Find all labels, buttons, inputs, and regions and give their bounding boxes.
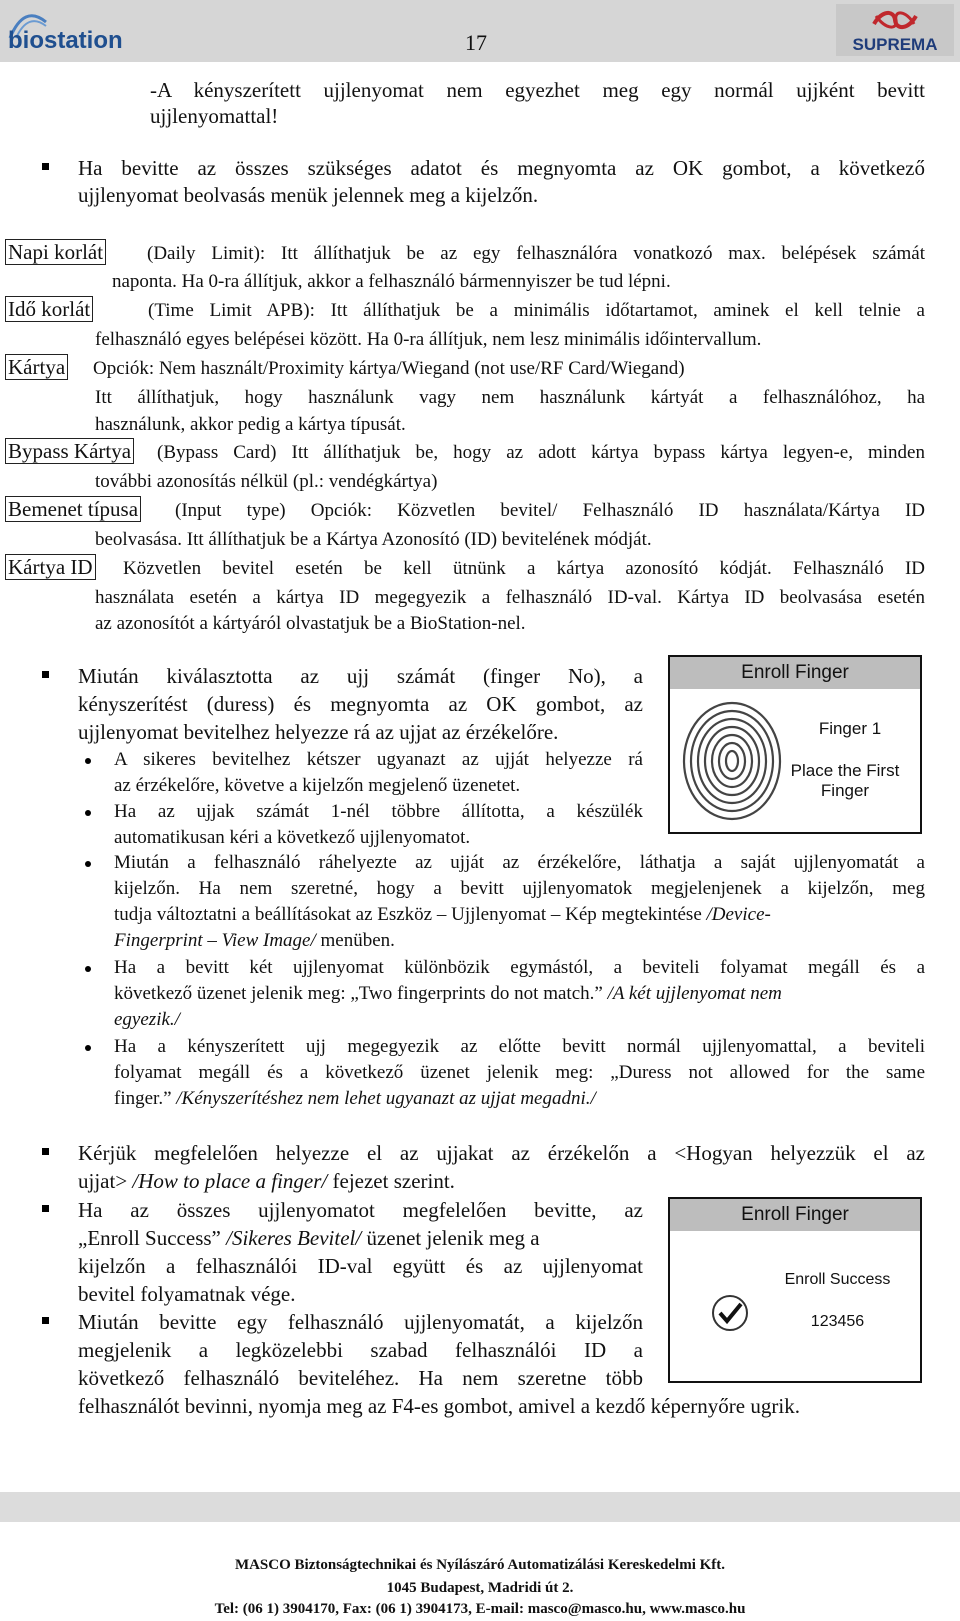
final-b1-line1: Kérjük megfelelően helyezze el az ujjakat az érzékelőn a <Hogyan helyezzük el az — [78, 1141, 925, 1165]
sub4-line1: Ha a bevitt két ujjlenyomat különbözik egymástól, a beviteli folyamat megáll és a — [114, 957, 925, 978]
sub5-line3: finger.” /Kényszerítéshez nem lehet ugyanazt az ujjat megadni./ — [114, 1088, 596, 1109]
daily-limit-line2: naponta. Ha 0-ra állítjuk, akkor a felhasználó bármennyiszer be tud lépni. — [112, 271, 671, 292]
term-input-type: Bemenet típusa — [5, 497, 141, 523]
sub1-line1: A sikeres bevitelhez kétszer ugyanazt az ujját helyezze rá — [114, 749, 643, 770]
bullet-dot-icon — [85, 861, 91, 867]
sub3-line4: Fingerprint – View Image/ menüben. — [114, 930, 395, 951]
footer-address: 1045 Budapest, Madridi út 2. — [386, 1580, 574, 1596]
bullet-square-icon — [42, 1148, 49, 1155]
bypass-card-line1: (Bypass Card) Itt állíthatjuk be, hogy az adott kártya bypass kártya legyen-e, minden — [157, 442, 925, 463]
footer-band — [0, 1492, 960, 1522]
enroll-bullet-line1: Miután kiválasztotta az ujj számát (finger No), a — [78, 664, 643, 688]
bullet-square-icon — [42, 1317, 49, 1324]
bullet-ok-line2: ujjlenyomat beolvasás menük jelennek meg a kijelzőn. — [78, 183, 539, 207]
bullet-dot-icon — [85, 758, 91, 764]
sub2-line2: automatikusan kéri a következő ujjlenyomatot. — [114, 827, 471, 848]
finger-number: Finger 1 — [818, 719, 882, 738]
input-type-line2: beolvasása. Itt állíthatjuk be a Kártya Azonosító (ID) bevitelének módját. — [95, 529, 652, 550]
footer-contact: Tel: (06 1) 3904170, Fax: (06 1) 3904173, E-mail: masco@masco.hu, www.masco.hu — [214, 1601, 746, 1617]
final-b2-line2: „Enroll Success” /Sikeres Bevitel/ üzenet jelenik meg a — [78, 1226, 540, 1250]
card-id-line3: az azonosítót a kártyáról olvastatjuk be a BioStation-nel. — [95, 613, 526, 634]
sub3-line3: tudja változtatni a beállításokat az Eszköz – Ujjlenyomat – Kép megtekintése /Device- — [114, 904, 771, 925]
duress-note-line2: ujjlenyomattal! — [150, 104, 279, 128]
checkmark-icon — [710, 1293, 750, 1338]
sub4-line3: egyezik./ — [114, 1009, 180, 1030]
final-b2-line1: Ha az összes ujjlenyomatot megfelelően bevitte, az — [78, 1198, 643, 1222]
sub5-line1: Ha a kényszerített ujj megegyezik az előtte bevitt normál ujjlenyomattal, a beviteli — [114, 1036, 925, 1057]
duress-note-line1: -A kényszerített ujjlenyomat nem egyezhet meg egy normál ujjként bevitt — [150, 78, 925, 102]
final-b2-line4: bevitel folyamatnak vége. — [78, 1282, 296, 1306]
term-bypass-card: Bypass Kártya — [5, 439, 134, 465]
enroll-bullet-line2: kényszerítést (duress) és megnyomta az OK gombot, az — [78, 692, 643, 716]
sub3-line1: Miután a felhasználó ráhelyezte az ujját az érzékelőre, láthatja a saját ujjlenyomatát a — [114, 852, 925, 873]
page-number: 17 — [465, 30, 487, 55]
bullet-ok-line1: Ha bevitte az összes szükséges adatot és megnyomta az OK gombot, a következő — [78, 156, 925, 180]
term-card-id: Kártya ID — [5, 555, 96, 581]
card-id-line2: használata esetén a kártya ID megegyezik a felhasználó ID-val. Kártya ID beolvasása esetén — [95, 587, 925, 608]
final-b1-line2: ujjat> /How to place a finger/ fejezet szerint. — [78, 1169, 455, 1193]
card-id-line1: Közvetlen bevitel esetén be kell ütnünk a kártya azonosító kódját. Felhasználó ID — [123, 558, 925, 579]
input-type-line1: (Input type) Opciók: Közvetlen bevitel/ Felhasználó ID használata/Kártya ID — [175, 500, 925, 521]
daily-limit-line1: (Daily Limit): Itt állíthatjuk be az egy felhasználóra vonatkozó max. belépések számát — [147, 243, 925, 264]
screen-title: Enroll Finger — [670, 657, 920, 689]
screen-title: Enroll Finger — [670, 1199, 920, 1231]
final-b3-line4: felhasználót bevinni, nyomja meg az F4-es gombot, amivel a kezdő képernyőre ugrik. — [78, 1394, 800, 1418]
svg-text:biostation: biostation — [8, 27, 123, 54]
bypass-card-line2: további azonosítás nélkül (pl.: vendégkártya) — [95, 471, 438, 492]
enroll-finger-screen — [668, 655, 922, 834]
term-time-limit: Idő korlát — [5, 297, 93, 323]
term-daily-limit: Napi korlát — [5, 240, 106, 266]
svg-text:SUPREMA: SUPREMA — [852, 35, 938, 54]
time-limit-line1: (Time Limit APB): Itt állíthatjuk be a minimális időtartamot, aminek el kell telnie a — [148, 300, 925, 321]
enroll-success-msg: Enroll Success — [784, 1271, 891, 1288]
user-id: 123456 — [810, 1313, 865, 1330]
sub1-line2: az érzékelőre, követve a kijelzőn megjelenő üzenetet. — [114, 775, 521, 796]
bullet-square-icon — [42, 1205, 49, 1212]
sub3-line2: kijelzőn. Ha nem szeretné, hogy a bevitt ujjlenyomatok megjelenjenek a kijelzőn, meg — [114, 878, 925, 899]
suprema-logo — [836, 4, 954, 56]
bullet-dot-icon — [85, 1045, 91, 1051]
final-b3-line2: megjelenik a legközelebbi szabad felhasználói ID a — [78, 1338, 643, 1362]
sub4-line2: következő üzenet jelenik meg: „Two fingerprints do not match.” /A két ujjlenyomat nem — [114, 983, 782, 1004]
term-card: Kártya — [5, 355, 68, 381]
bullet-dot-icon — [85, 966, 91, 972]
bullet-dot-icon — [85, 810, 91, 816]
place-finger-msg: Place the First Finger — [790, 761, 900, 800]
enroll-success-screen — [668, 1197, 922, 1383]
final-b3-line3: következő felhasználó beviteléhez. Ha nem szeretne több — [78, 1366, 643, 1390]
biostation-logo — [6, 8, 134, 54]
final-b3-line1: Miután bevitte egy felhasználó ujjlenyomatát, a kijelzőn — [78, 1310, 643, 1334]
page-header — [0, 0, 960, 62]
bullet-square-icon — [42, 671, 49, 678]
card-line2: Itt állíthatjuk, hogy használunk vagy nem használunk kártyát a felhasználóhoz, ha — [95, 387, 925, 408]
sub2-line1: Ha az ujjak számát 1-nél többre állította, a készülék — [114, 801, 643, 822]
card-line1: Opciók: Nem használt/Proximity kártya/Wiegand (not use/RF Card/Wiegand) — [93, 358, 685, 379]
card-line3: használunk, akkor pedig a kártya típusát. — [95, 414, 406, 435]
sub5-line2: folyamat megáll és a következő üzenet jelenik meg: „Duress not allowed for the same — [114, 1062, 925, 1083]
time-limit-line2: felhasználó egyes belépései között. Ha 0-ra állítjuk, nem lesz minimális időintervallum. — [95, 329, 762, 350]
footer-company: MASCO Biztonságtechnikai és Nyílászáró Automatizálási Kereskedelmi Kft. — [234, 1557, 726, 1573]
final-b2-line3: kijelzőn a felhasználói ID-val együtt és az ujjlenyomat — [78, 1254, 643, 1278]
bullet-square-icon — [42, 163, 49, 170]
enroll-bullet-line3: ujjlenyomat bevitelhez helyezze rá az ujjat az érzékelőre. — [78, 720, 559, 744]
